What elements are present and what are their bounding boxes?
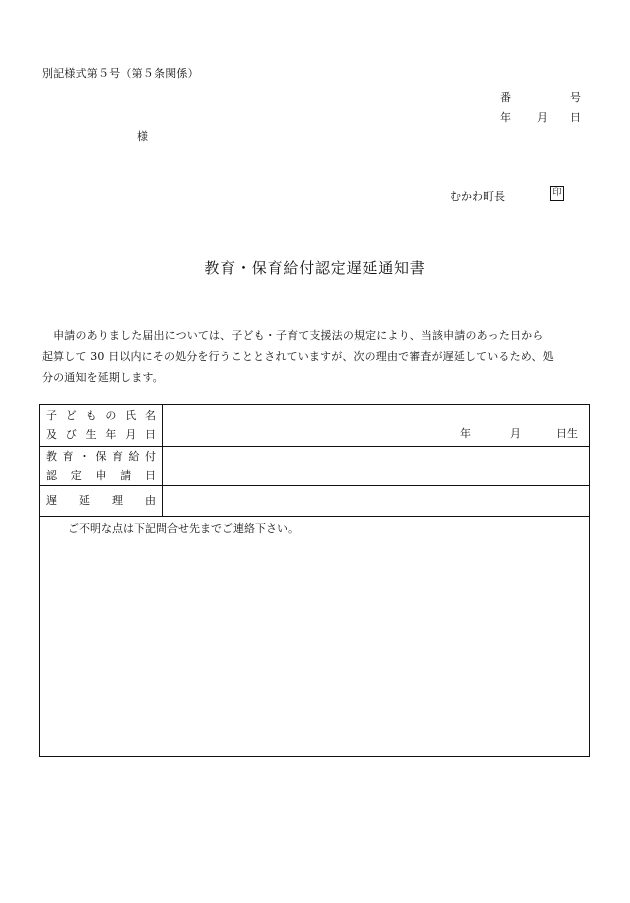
date-day: 日 [570, 111, 581, 124]
addressee-suffix: 様 [137, 130, 148, 143]
birth-day: 日生 [556, 427, 578, 440]
certification-label: 教 育 ・ 保 育 給 付 [46, 450, 156, 463]
contact-note: ご不明な点は下記問合せ先までご連絡下さい。 [68, 522, 299, 535]
child-name-label: 子 ど も の 氏 名 [46, 409, 156, 422]
delay-reason-label: 遅 延 理 由 [46, 494, 156, 507]
notice-table [39, 404, 590, 757]
number-label-ban: 番 [500, 91, 511, 104]
form-label: 別記様式第５号（第５条関係） [42, 67, 199, 80]
birth-year: 年 [460, 427, 471, 440]
birthdate-label: 及 び 生 年 月 日 [46, 428, 156, 441]
birth-month: 月 [510, 427, 521, 440]
table-column-divider [162, 405, 163, 516]
body-line: 起算して 30 日以内にその処分を行うこととされていますが、次の理由で審査が遅延しているため、処 [42, 350, 554, 363]
row-divider [40, 516, 589, 517]
body-text [42, 325, 592, 388]
issuer-name: むかわ町長 [450, 190, 505, 203]
body-line: 申請のありました届出については、子ども・子育て支援法の規定により、当該申請のあった日から [42, 329, 544, 342]
date-month: 月 [537, 111, 548, 124]
body-line: 分の通知を延期します。 [42, 371, 164, 384]
application-date-label: 認 定 申 請 日 [46, 469, 156, 482]
document-title: 教育・保育給付認定遅延通知書 [204, 259, 426, 277]
date-year: 年 [500, 111, 511, 124]
number-label-go: 号 [570, 91, 581, 104]
seal-mark: 印 [550, 186, 564, 201]
